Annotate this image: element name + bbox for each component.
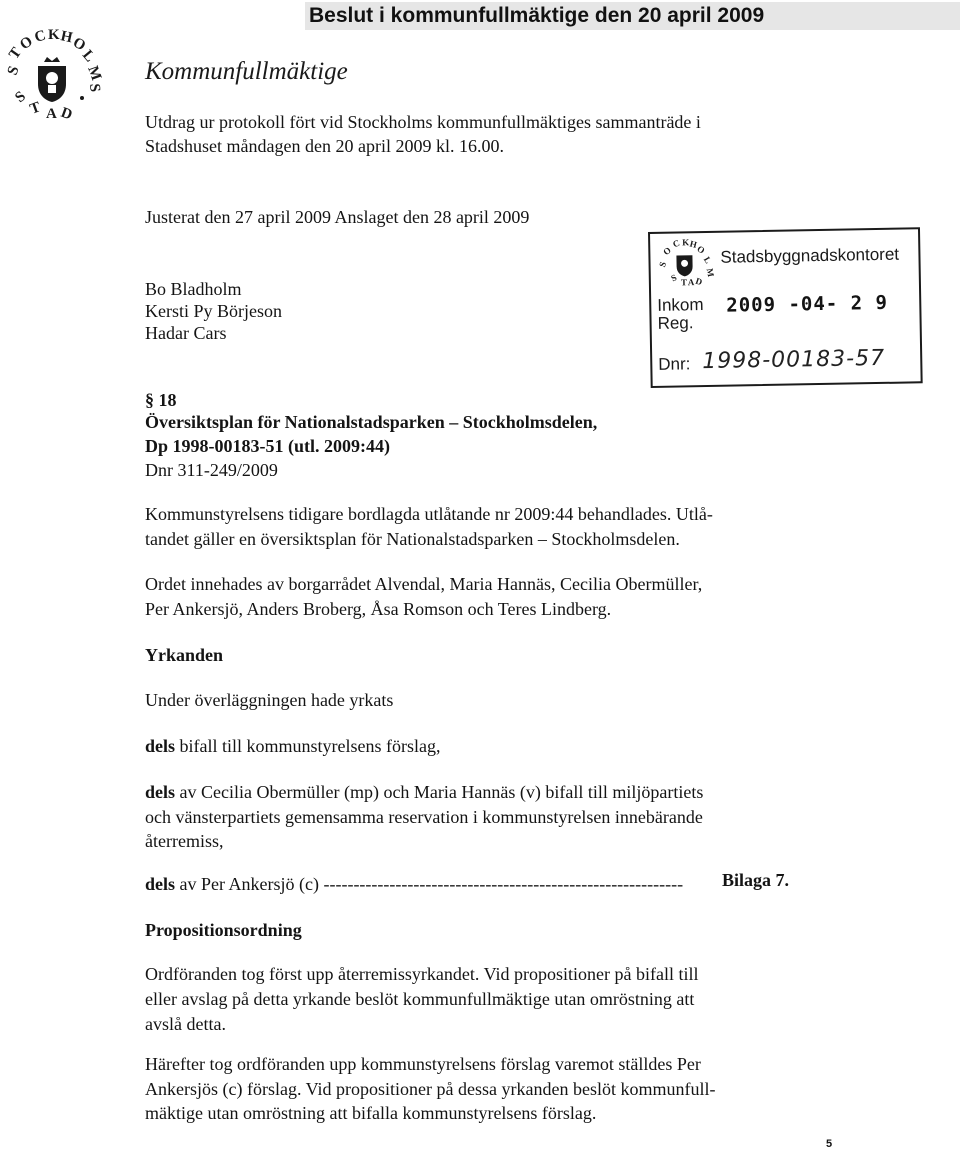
section-title-line-2: Dp 1998-00183-51 (utl. 2009:44) (145, 436, 390, 456)
svg-text:S: S (12, 88, 29, 107)
page-number: 5 (826, 1138, 833, 1150)
paragraph-line: avslå detta. (145, 1014, 226, 1034)
svg-text:K: K (682, 237, 690, 248)
section-number: § 18 (145, 390, 177, 410)
paragraph-line: eller avslag på detta yrkande beslöt kommunfullmäktige utan omröstning att (145, 989, 695, 1009)
svg-text:M: M (704, 267, 717, 278)
paragraph-line: återremiss, (145, 831, 224, 851)
svg-text:S: S (4, 64, 23, 78)
motion-text: bifall till kommunstyrelsens förslag, (175, 736, 441, 756)
paragraph-line: Härefter tog ordföranden upp kommunstyrelsens förslag varemot ställdes Per (145, 1054, 701, 1074)
yrkanden-heading: Yrkanden (145, 645, 224, 665)
document-title: Beslut i kommunfullmäktige den 20 april 2009 (309, 4, 765, 27)
paragraph-line: Per Ankersjö, Anders Broberg, Åsa Romson och Teres Lindberg. (145, 599, 612, 619)
svg-text:A: A (687, 277, 695, 288)
svg-text:O: O (661, 245, 674, 258)
svg-text:S: S (86, 82, 103, 93)
svg-text:T: T (680, 277, 687, 288)
dels-label: dels (145, 782, 176, 802)
svg-text:S: S (657, 260, 669, 269)
paragraph-line: och vänsterpartiets gemensamma reservation i kommunstyrelsen innebärande (145, 807, 703, 827)
motion-text: av Per Ankersjö (c) ------------------------------------------------------------ (175, 874, 684, 894)
motion-text: av Cecilia Obermüller (mp) och Maria Hannäs (v) bifall till miljöpartiets (175, 782, 704, 802)
bilaga-reference: Bilaga 7. (722, 870, 790, 890)
svg-text:C: C (32, 28, 48, 46)
intro-line-1: Utdrag ur protokoll fört vid Stockholms kommunfullmäktiges sammanträde i (145, 112, 701, 132)
signatory: Bo Bladholm (145, 279, 242, 299)
paragraph-line: Ankersjös (c) förslag. Vid propositioner på dessa yrkanden beslöt kommunfull- (145, 1079, 716, 1099)
section-dnr: Dnr 311-249/2009 (145, 460, 278, 480)
stamp-inkom-label: Inkom (657, 295, 704, 315)
paragraph-line: tandet gäller en översiktsplan för Nationalstadsparken – Stockholmsdelen. (145, 529, 680, 549)
svg-text:H: H (59, 28, 74, 47)
svg-text:A: A (46, 106, 57, 122)
svg-text:O: O (695, 243, 707, 256)
intro-line-2: Stadshuset måndagen den 20 april 2009 kl. 16.00. (145, 136, 504, 156)
paragraph-line: Ordföranden tog först upp återremissyrkandet. Vid propositioner på bifall till (145, 964, 699, 984)
dels-label: dels (145, 736, 176, 756)
stamp-date: 2009 -04- 2 9 (726, 291, 889, 317)
signatory: Hadar Cars (145, 323, 227, 343)
svg-text:M: M (84, 63, 105, 83)
svg-text:L: L (78, 47, 98, 66)
svg-text:L: L (701, 254, 714, 266)
signatory: Kersti Py Börjeson (145, 301, 282, 321)
paragraph-line: Kommunstyrelsens tidigare bordlagda utlåtande nr 2009:44 behandlades. Utlå- (145, 504, 713, 524)
motion-item (145, 734, 440, 758)
svg-text:H: H (688, 238, 698, 250)
organization-name: Kommunfullmäktige (145, 58, 348, 85)
stamp-office-name: Stadsbyggnadskontoret (720, 244, 900, 267)
registration-stamp (648, 227, 923, 388)
stamp-dnr-handwritten: 1998-00183-57 (702, 345, 886, 375)
svg-text:O: O (70, 34, 89, 55)
stockholm-seal-logo (2, 28, 112, 128)
stamp-dnr-label: Dnr: (658, 354, 691, 374)
section-title-line-1: Översiktsplan för Nationalstadsparken – Stockholmsdelen, (145, 412, 598, 432)
dels-label: dels (145, 874, 176, 894)
paragraph-line: Ordet innehades av borgarrådet Alvendal, Maria Hannäs, Cecilia Obermüller, (145, 574, 703, 594)
paragraph-line: Under överläggningen hade yrkats (145, 690, 394, 710)
svg-text:S: S (669, 272, 679, 284)
svg-text:T: T (27, 99, 43, 118)
svg-text:T: T (6, 44, 26, 63)
svg-text:C: C (671, 237, 682, 250)
svg-text:O: O (17, 33, 36, 54)
stamp-seal-logo (656, 237, 719, 288)
svg-text:D: D (694, 275, 704, 288)
stamp-reg-label: Reg. (657, 313, 694, 333)
motion-item (145, 780, 703, 804)
adjustment-dates: Justerat den 27 april 2009 Anslaget den 28 april 2009 (145, 207, 530, 227)
svg-text:D: D (58, 104, 75, 124)
motion-item (145, 872, 683, 896)
document-header (305, 2, 960, 30)
propositionsordning-heading: Propositionsordning (145, 920, 302, 940)
svg-text:K: K (48, 28, 60, 43)
paragraph-line: mäktige utan omröstning att bifalla kommunstyrelsens förslag. (145, 1103, 597, 1123)
